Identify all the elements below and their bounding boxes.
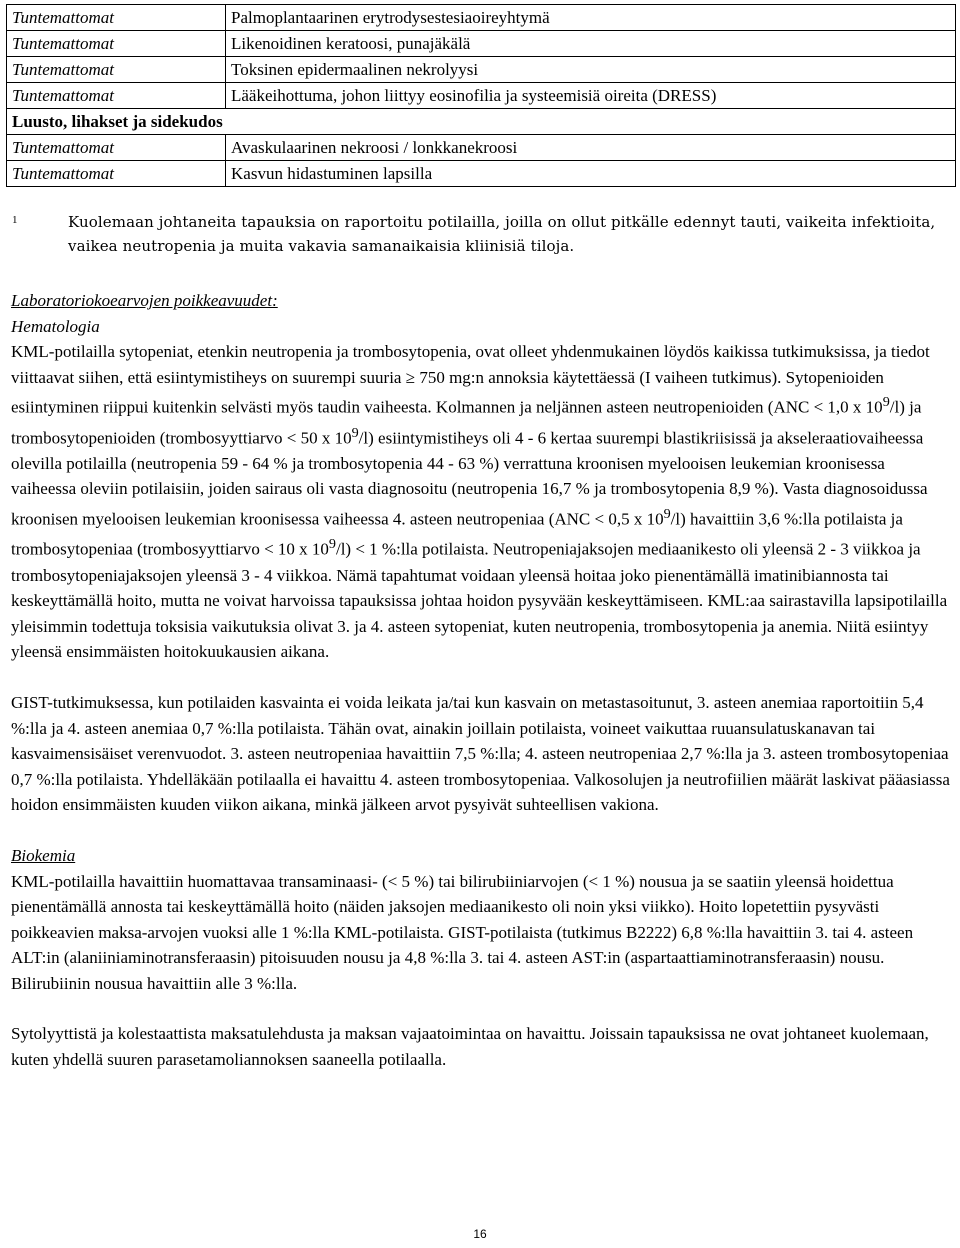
- table-row: [7, 161, 956, 187]
- table-row: [7, 57, 956, 83]
- table-row: [7, 5, 956, 31]
- footnote-text: Kuolemaan johtaneita tapauksia on raportoitu potilailla, joilla on ollut pitkälle edennyt tauti, vaikeita infektioita, vaikea neutropenia ja muita vakavia samanaikaisia kliinisiä tiloja.: [68, 213, 936, 255]
- hematology-paragraph: KML-potilailla sytopeniat, etenkin neutropenia ja trombosytopenia, ovat olleet yhdenmukainen löydös kaikissa tutkimuksissa, ja tiedot viittaavat siihen, että esiintymistiheys on suurempi suuria ≥ 750 mg:n annoksia käytettäessä (I vaiheen tutkimus). Sytopenioiden esiintyminen riippui kuitenkin selvästi myös taudin vaiheesta. Kolmannen ja neljännen asteen neutropenioiden (ANC < 1,0 x $10^9/l$) ja trombosytopenioiden (trombosyyttiarvo < 50 x $10^9/l$) esiintymistiheys oli 4 - 6 kertaa suurempi blastikriisissä ja akseleraatiovaiheessa olevilla potilailla (neutropenia 59 - 64 % ja trombosytopenia 44 - 63 %) verrattuna kroonisen myelooisen leukemian kroonisessa vaiheessa oleviin potilaisiin, joiden sairaus oli vasta diagnosoitu (neutropenia 16,7 % ja trombosytopenia 8,9 %). Vasta diagnosoidussa kroonisen myelooisen leukemian kroonisessa vaiheessa 4. asteen neutropeniaa (ANC < 0,5 x $10^9/l$) havaittiin 3,6 %:lla potilaista ja trombosytopeniaa (trombosyyttiarvo < 10 x $10^9/l) < 1$ %:lla potilaista. Neutropeniajaksojen mediaanikesto oli yleensä 2 - 3 viikkoa ja trombosytopeniajaksojen yleensä 3 - 4 viikkoa. Nämä tapahtumat voidaan yleensä hoitaa joko pienentämällä imatinibiannosta tai keskeyttämällä hoito, mutta ne voivat harvoissa tapauksissa johtaa hoidon pysyvään keskeyttämiseen. KML:aa sairastavilla lapsipotilailla yleisimmin todettuja toksisia vaikutuksia olivat 3. ja 4. asteen sytopeniat, kuten neutropenia, trombosytopenia ja anemia. Niitä esiintyy yleensä ensimmäisten hoitokuukausien aikana.: [11, 342, 948, 662]
- table-row: [7, 31, 956, 57]
- section-title: Luusto, lihakset ja sidekudos: [7, 109, 956, 135]
- adverse-reactions-table: [6, 4, 956, 187]
- table-row: [7, 135, 956, 161]
- frequency-cell: Tuntemattomat: [7, 83, 226, 109]
- reaction-cell: Lääkeihottuma, johon liittyy eosinofilia ja systeemisiä oireita (DRESS): [226, 83, 956, 109]
- reaction-cell: Palmoplantaarinen erytrodysestesiaoireyhtymä: [226, 5, 956, 31]
- reaction-cell: Kasvun hidastuminen lapsilla: [226, 161, 956, 187]
- reaction-cell: Avaskulaarinen nekroosi / lonkkanekroosi: [226, 135, 956, 161]
- gist-paragraph: GIST-tutkimuksessa, kun potilaiden kasvainta ei voida leikata ja/tai kun kasvain on metastasoitunut, 3. asteen anemiaa raportoitiin 5,4 %:lla ja 4. asteen anemiaa 0,7 %:lla potilaista. Tähän ovat, ainakin joillain potilaista, voineet vaikuttaa ruuansulatuskanavan tai kasvaimensisäiset verenvuodot. 3. asteen neutropeniaa havaittiin 7,5 %:lla; 4. asteen neutropeniaa 2,7 %:lla ja 3. asteen trombosytopeniaa 0,7 %:lla potilaista. Yhdelläkään potilaalla ei havaittu 4. asteen trombosytopeniaa. Valkosolujen ja neutrofiilien määrät laskivat pääasiassa hoidon ensimmäisten kuuden viikon aikana, minkä jälkeen arvot pysyivät suhteellisen vakiona.: [11, 692, 950, 815]
- footnote-marker: 1: [12, 214, 18, 226]
- page-number: 16: [473, 1227, 487, 1241]
- frequency-cell: Tuntemattomat: [7, 5, 226, 31]
- biochemistry-heading: Biokemia: [11, 845, 76, 865]
- table-row: [7, 83, 956, 109]
- table-section-row: [7, 109, 956, 135]
- hepatitis-paragraph: Sytolyyttistä ja kolestaattista maksatulehdusta ja maksan vajaatoimintaa on havaittu. Joissain tapauksissa ne ovat johtaneet kuolemaan, kuten yhdellä suuren parasetamoliannoksen saaneella potilaalla.: [11, 1024, 929, 1070]
- reaction-cell: Toksinen epidermaalinen nekrolyysi: [226, 57, 956, 83]
- hematology-heading: Hematologia: [11, 316, 100, 336]
- biochemistry-paragraph: KML-potilailla havaittiin huomattavaa transaminaasi- (< 5 %) tai bilirubiiniarvojen (< 1 %) nousua ja se saatiin yleensä hoidettua pienentämällä annosta tai keskeyttämällä hoito (näiden jaksojen mediaanikesto oli noin yksi viikko). Hoito lopetettiin pysyvästi poikkeavien maksa-arvojen vuoksi alle 1 %:lla KML-potilaista. GIST-potilaista (tutkimus B2222) 6,8 %:lla havaittiin 3. tai 4. asteen ALT:in (alaniiniaminotransferaasin) pitoisuuden nousu ja 4,8 %:lla 3. tai 4. asteen AST:in (aspartaattiaminotransferaasin) nousu. Bilirubiinin nousua havaittiin alle 3 %:lla.: [11, 871, 914, 993]
- lab-abnormalities-heading: Laboratoriokoearvojen poikkeavuudet:: [11, 291, 278, 310]
- frequency-cell: Tuntemattomat: [7, 135, 226, 161]
- frequency-cell: Tuntemattomat: [7, 31, 226, 57]
- frequency-cell: Tuntemattomat: [7, 57, 226, 83]
- document-body: [11, 288, 951, 1073]
- reaction-cell: Likenoidinen keratoosi, punajäkälä: [226, 31, 956, 57]
- frequency-cell: Tuntemattomat: [7, 161, 226, 187]
- greater-equal-symbol: ≥: [405, 367, 416, 387]
